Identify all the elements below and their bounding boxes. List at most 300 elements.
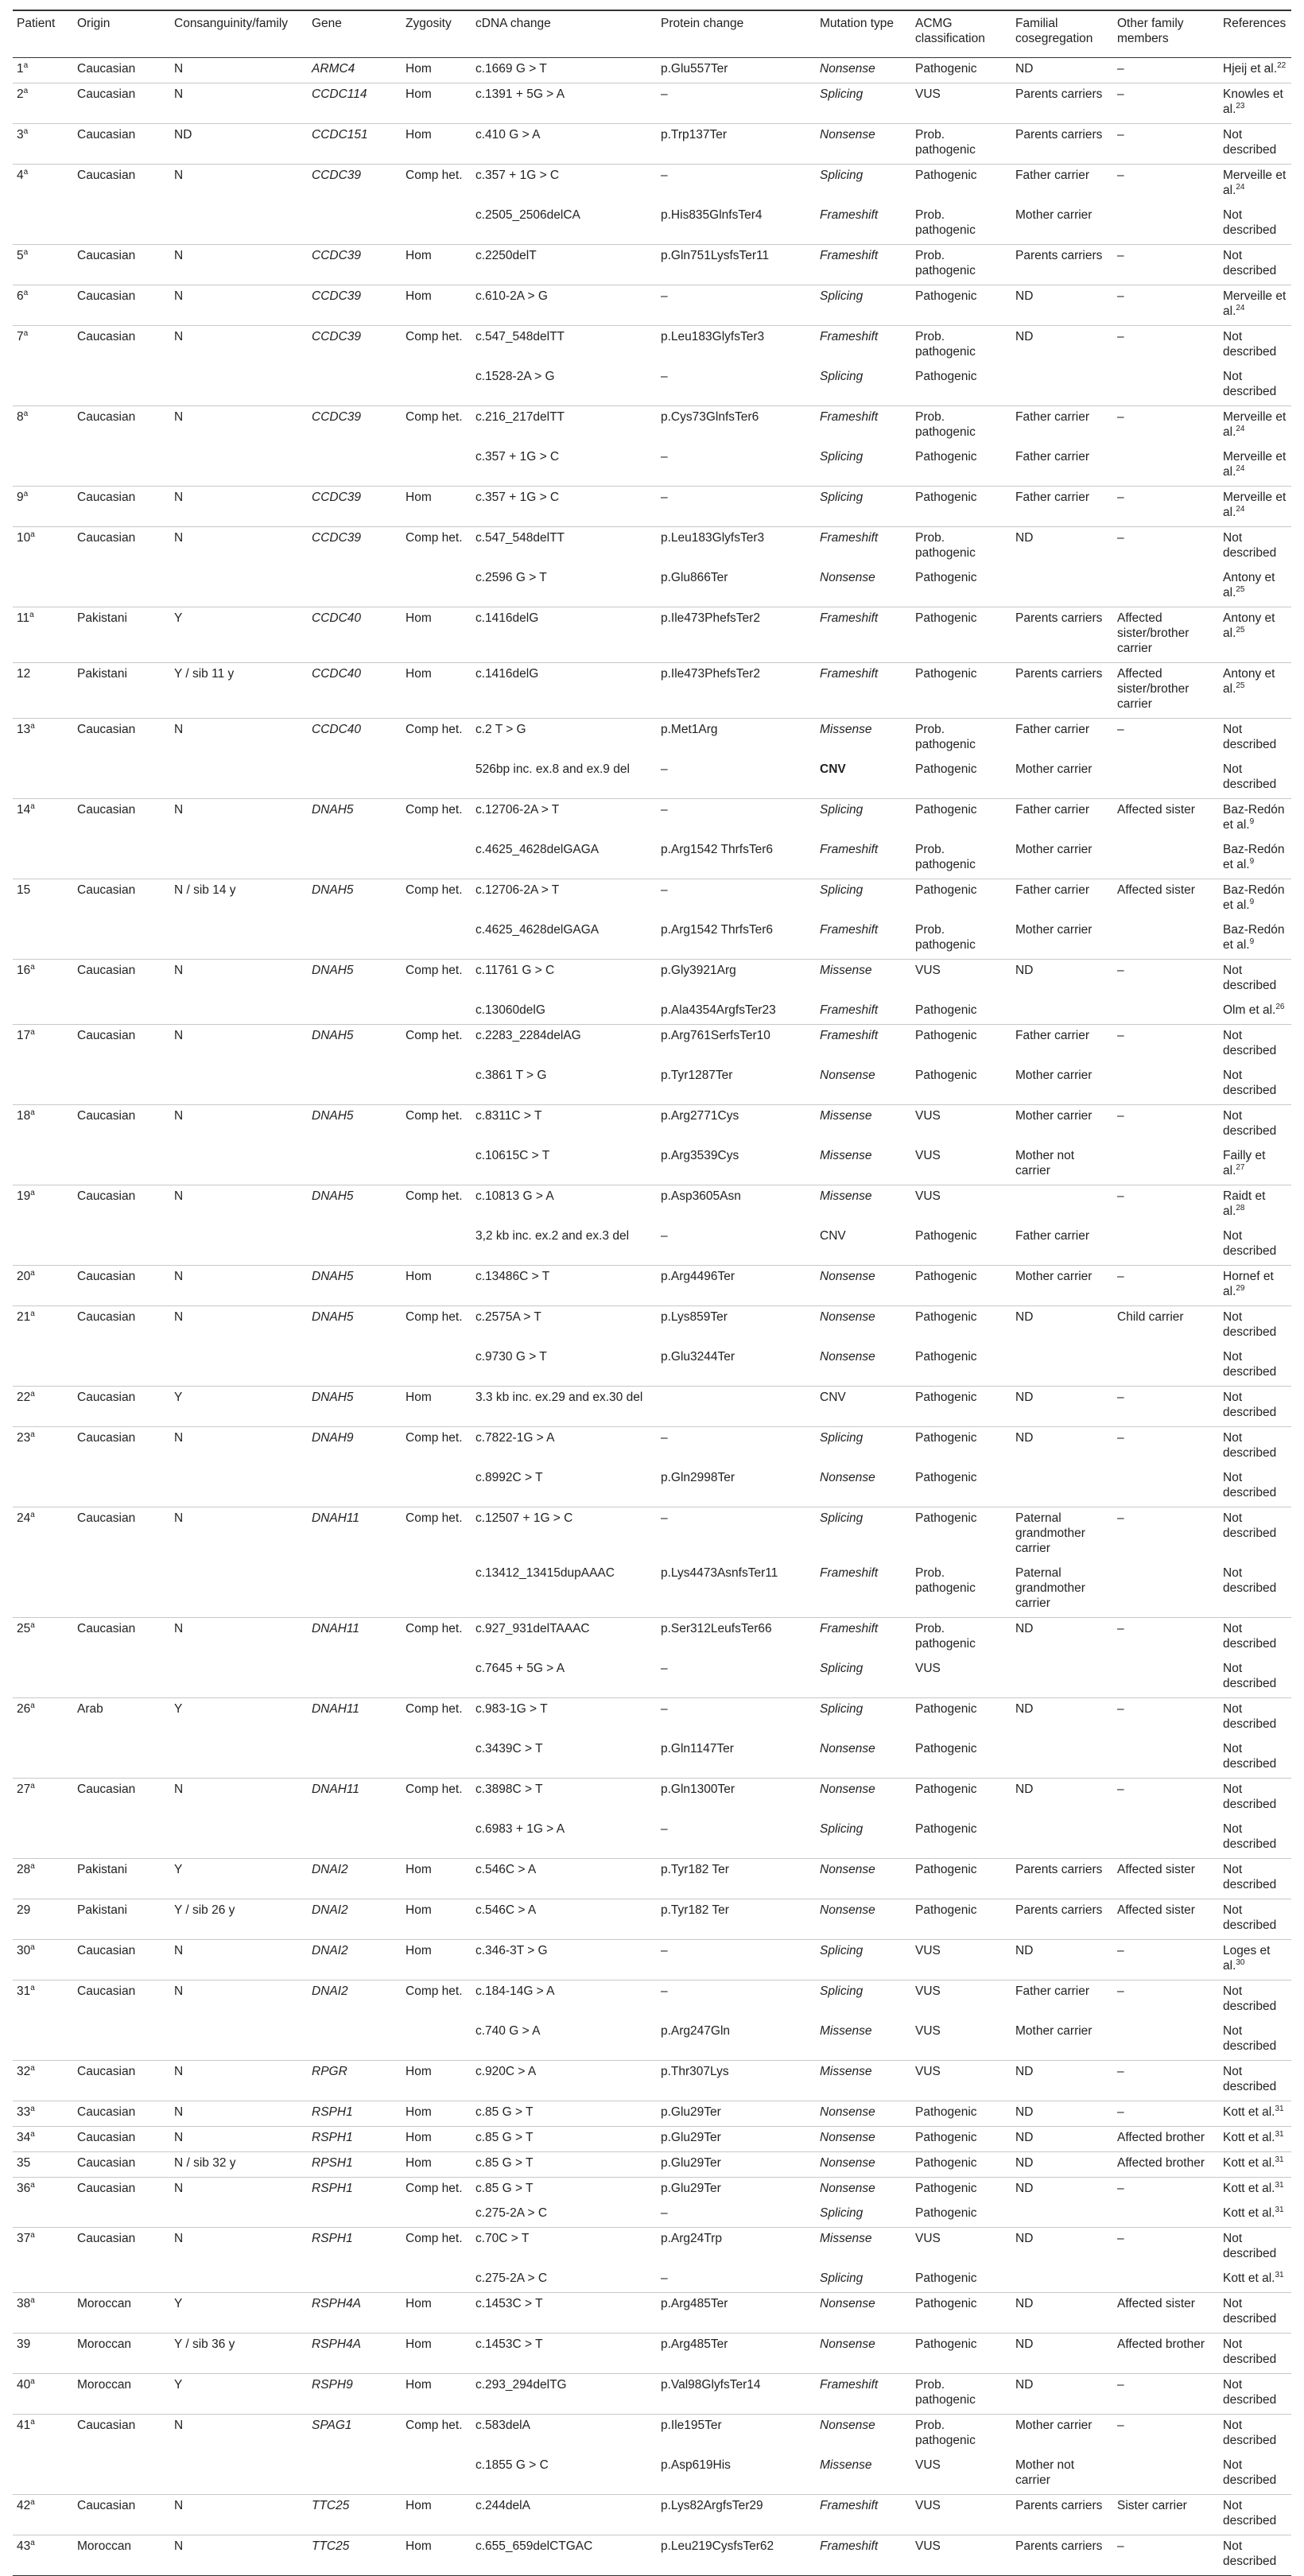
cell-other-family-text: – — [1117, 1944, 1124, 1957]
cell-mutation-type — [816, 839, 911, 879]
cell-consanguinity — [170, 1185, 308, 1226]
cell-consanguinity — [170, 1065, 308, 1105]
cell-acmg-text: Pathogenic — [915, 883, 977, 897]
cell-consanguinity-text: Y / sib 11 y — [174, 667, 235, 681]
cell-mutation-type — [816, 245, 911, 285]
cell-protein — [657, 1025, 816, 1065]
cell-other-family-text: – — [1117, 1189, 1124, 1203]
cell-gene — [308, 2228, 402, 2268]
cell-origin-text: Caucasian — [77, 62, 136, 76]
header-cosegregation: Familial cosegregation — [1011, 10, 1113, 58]
cell-cosegregation-text: ND — [1015, 2337, 1034, 2351]
cell-patient — [13, 879, 73, 920]
cell-acmg — [911, 245, 1011, 285]
cell-patient — [13, 607, 73, 663]
cell-zygosity-text: Hom — [406, 1863, 432, 1876]
cell-reference-sup: 9 — [1249, 856, 1255, 866]
cell-gene-text: CCDC39 — [312, 491, 362, 504]
cell-mutation-type-text: Splicing — [820, 1431, 864, 1445]
cell-mutation-type — [816, 285, 911, 326]
cell-origin — [73, 58, 170, 83]
cell-patient-text: 31 — [17, 1984, 31, 1998]
cell-gene — [308, 204, 402, 245]
cell-patient — [13, 1145, 73, 1185]
cell-mutation-type — [816, 1427, 911, 1468]
cell-consanguinity — [170, 2152, 308, 2178]
cell-patient — [13, 2101, 73, 2127]
cell-gene — [308, 1427, 402, 1468]
cell-cosegregation-text: Paternal grandmother carrier — [1015, 1566, 1085, 1610]
cell-patient-text: 24 — [17, 1511, 31, 1525]
cell-acmg — [911, 2268, 1011, 2293]
table-row — [13, 1859, 1291, 1899]
cell-reference — [1219, 1507, 1291, 1563]
table-row — [13, 960, 1291, 1000]
cell-patient — [13, 1225, 73, 1266]
cell-mutation-type — [816, 2127, 911, 2152]
cell-zygosity-text: Comp het. — [406, 1109, 463, 1123]
cell-consanguinity-text: N — [174, 1431, 184, 1445]
cell-mutation-type — [816, 1562, 911, 1618]
cell-consanguinity — [170, 879, 308, 920]
cell-cosegregation-text: Parents carriers — [1015, 87, 1103, 101]
cell-protein-text: p.Thr307Lys — [661, 2065, 729, 2078]
cell-mutation-type-text: Nonsense — [820, 1863, 875, 1876]
cell-acmg-text: Pathogenic — [915, 2105, 977, 2119]
cell-consanguinity — [170, 1738, 308, 1779]
cell-reference-text: Not described — [1223, 1622, 1277, 1651]
cell-patient — [13, 2127, 73, 2152]
cell-protein — [657, 839, 816, 879]
cell-cdna — [472, 919, 657, 960]
cell-acmg-text: VUS — [915, 1944, 941, 1957]
cell-protein-text: – — [661, 169, 668, 182]
table-row — [13, 1427, 1291, 1468]
cell-acmg-text: Pathogenic — [915, 571, 977, 584]
cell-mutation-type-text: Nonsense — [820, 2105, 875, 2119]
cell-patient-text: 29 — [17, 1903, 31, 1917]
cell-gene-text: RSPH1 — [312, 2182, 353, 2195]
cell-gene-text: DNAI2 — [312, 1903, 348, 1917]
cell-protein — [657, 1346, 816, 1387]
cell-origin — [73, 1899, 170, 1940]
cell-gene — [308, 1940, 402, 1980]
cell-other-family — [1113, 2415, 1219, 2455]
table-row — [13, 999, 1291, 1025]
cell-mutation-type — [816, 1145, 911, 1185]
cell-patient-sup: a — [30, 721, 35, 731]
cell-zygosity-text: Comp het. — [406, 1310, 463, 1324]
cell-protein-text: p.Gln1300Ter — [661, 1783, 735, 1796]
cell-reference-text: Kott et al. — [1223, 2156, 1275, 2170]
cell-origin-text: Moroccan — [77, 2378, 132, 2392]
cell-protein — [657, 1306, 816, 1347]
cell-patient — [13, 1818, 73, 1859]
cell-consanguinity-text: N — [174, 169, 184, 182]
cell-mutation-type-text: CNV — [820, 762, 846, 776]
cell-protein — [657, 2020, 816, 2061]
cell-acmg-text: Pathogenic — [915, 1863, 977, 1876]
cell-cdna-text: 3.3 kb inc. ex.29 and ex.30 del — [475, 1391, 643, 1404]
cell-gene — [308, 1507, 402, 1563]
cell-reference — [1219, 2061, 1291, 2101]
cell-consanguinity — [170, 245, 308, 285]
cell-gene-text: CCDC40 — [312, 723, 362, 736]
cell-reference-text: Not described — [1223, 762, 1277, 791]
cell-acmg-text: Prob. pathogenic — [915, 249, 976, 277]
cell-consanguinity — [170, 2293, 308, 2334]
cell-zygosity — [402, 1658, 472, 1698]
cell-cosegregation-text: Parents carriers — [1015, 128, 1103, 142]
cell-protein-text: – — [661, 2271, 668, 2285]
cell-patient-text: 27 — [17, 1783, 31, 1796]
cell-patient-sup: a — [30, 1188, 35, 1197]
cell-origin — [73, 2415, 170, 2455]
cell-reference-text: Not described — [1223, 2378, 1277, 2407]
header-zygosity: Zygosity — [402, 10, 472, 58]
cell-protein-text: p.Leu183GlyfsTer3 — [661, 531, 765, 545]
cell-consanguinity-text: N / sib 14 y — [174, 883, 236, 897]
cell-cosegregation-text: ND — [1015, 2105, 1034, 2119]
cell-gene — [308, 124, 402, 165]
table-row — [13, 124, 1291, 165]
table-row — [13, 1980, 1291, 2021]
cell-cdna — [472, 1387, 657, 1427]
cell-protein-text: p.Arg1542 ThrfsTer6 — [661, 843, 774, 856]
cell-cdna-text: c.12706-2A > T — [475, 803, 560, 817]
cell-cosegregation — [1011, 1185, 1113, 1226]
cell-cdna — [472, 1562, 657, 1618]
cell-protein — [657, 1562, 816, 1618]
cell-zygosity — [402, 2101, 472, 2127]
cell-reference-sup: 31 — [1275, 2205, 1284, 2214]
cell-gene-text: CCDC40 — [312, 667, 362, 681]
cell-reference-text: Not described — [1223, 1069, 1277, 1097]
cell-acmg — [911, 1779, 1011, 1819]
cell-cosegregation-text: ND — [1015, 1622, 1034, 1635]
cell-cdna-text: c.1528-2A > G — [475, 370, 555, 383]
cell-zygosity-text: Hom — [406, 491, 432, 504]
cell-patient-sup: a — [30, 1389, 35, 1399]
table-row — [13, 1145, 1291, 1185]
cell-other-family — [1113, 83, 1219, 124]
cell-patient-sup: a — [30, 2180, 35, 2190]
cell-reference — [1219, 1105, 1291, 1146]
cell-protein — [657, 2293, 816, 2334]
cell-protein-text: – — [661, 1702, 668, 1716]
cell-origin-text: Caucasian — [77, 2499, 136, 2512]
cell-gene-text: DNAH5 — [312, 1310, 354, 1324]
cell-mutation-type — [816, 1859, 911, 1899]
cell-gene-text: CCDC151 — [312, 128, 368, 142]
cell-cdna-text: c.357 + 1G > C — [475, 169, 560, 182]
cell-acmg — [911, 1658, 1011, 1698]
cell-other-family — [1113, 2127, 1219, 2152]
cell-origin — [73, 758, 170, 799]
cell-other-family-text: Affected brother — [1117, 2337, 1205, 2351]
cell-protein — [657, 1467, 816, 1507]
cell-acmg-text: Pathogenic — [915, 762, 977, 776]
cell-protein — [657, 285, 816, 326]
cell-gene — [308, 165, 402, 205]
cell-protein — [657, 879, 816, 920]
table-row — [13, 1467, 1291, 1507]
cell-zygosity-text: Hom — [406, 249, 432, 262]
header-origin: Origin — [73, 10, 170, 58]
cell-origin-text: Moroccan — [77, 2297, 132, 2310]
cell-acmg-text: VUS — [915, 1984, 941, 1998]
cell-gene — [308, 83, 402, 124]
cell-mutation-type-text: Nonsense — [820, 1069, 875, 1082]
cell-reference — [1219, 285, 1291, 326]
cell-consanguinity-text: N — [174, 1944, 184, 1957]
cell-other-family — [1113, 1738, 1219, 1779]
cell-reference-sup: 25 — [1236, 681, 1245, 690]
cell-zygosity-text: Comp het. — [406, 1984, 463, 1998]
cell-patient — [13, 758, 73, 799]
cell-cdna — [472, 1618, 657, 1658]
cell-patient-text: 19 — [17, 1189, 31, 1203]
cell-consanguinity — [170, 83, 308, 124]
cell-cdna — [472, 245, 657, 285]
cell-reference-text: Not described — [1223, 1431, 1277, 1460]
cell-cosegregation — [1011, 245, 1113, 285]
cell-origin-text: Caucasian — [77, 1109, 136, 1123]
cell-cosegregation-text: Mother carrier — [1015, 1109, 1092, 1123]
cell-other-family — [1113, 663, 1219, 719]
cell-zygosity-text: Hom — [406, 2105, 432, 2119]
table-row — [13, 879, 1291, 920]
table-row — [13, 1225, 1291, 1266]
cell-reference-text: Not described — [1223, 1391, 1277, 1419]
cell-gene-text: DNAH11 — [312, 1783, 360, 1796]
cell-origin-text: Pakistani — [77, 1903, 127, 1917]
cell-other-family — [1113, 2101, 1219, 2127]
cell-mutation-type-text: CNV — [820, 1391, 846, 1404]
cell-protein-text: – — [661, 450, 668, 464]
cell-other-family — [1113, 719, 1219, 759]
cell-origin — [73, 2334, 170, 2374]
cell-patient — [13, 2152, 73, 2178]
cell-zygosity — [402, 1899, 472, 1940]
cell-patient — [13, 1306, 73, 1347]
cell-cosegregation-text: ND — [1015, 531, 1034, 545]
cell-origin — [73, 663, 170, 719]
cell-patient-text: 4 — [17, 169, 24, 182]
cell-zygosity — [402, 567, 472, 607]
cell-protein-text: p.Val98GlyfsTer14 — [661, 2378, 761, 2392]
cell-protein-text: p.Met1Arg — [661, 723, 718, 736]
cell-patient — [13, 204, 73, 245]
cell-acmg-text: VUS — [915, 2458, 941, 2472]
cell-other-family-text: Affected sister — [1117, 2297, 1195, 2310]
cell-acmg — [911, 2334, 1011, 2374]
cell-gene-text: DNAH11 — [312, 1702, 360, 1716]
cell-acmg-text: Pathogenic — [915, 491, 977, 504]
cell-reference — [1219, 446, 1291, 487]
cell-acmg-text: Pathogenic — [915, 1391, 977, 1404]
cell-zygosity-text: Comp het. — [406, 1702, 463, 1716]
cell-patient — [13, 1940, 73, 1980]
cell-gene-text: RPSH1 — [312, 2156, 353, 2170]
cell-consanguinity — [170, 2020, 308, 2061]
cell-cosegregation — [1011, 879, 1113, 920]
cell-cdna-text: c.2 T > G — [475, 723, 526, 736]
cell-acmg — [911, 2061, 1011, 2101]
cell-zygosity — [402, 1779, 472, 1819]
cell-origin — [73, 1266, 170, 1306]
table-row — [13, 366, 1291, 406]
cell-cosegregation-text: Mother carrier — [1015, 2024, 1092, 2038]
cell-patient — [13, 2228, 73, 2268]
cell-other-family-text: – — [1117, 1029, 1124, 1042]
cell-patient-text: 40 — [17, 2378, 31, 2392]
cell-protein — [657, 1738, 816, 1779]
cell-mutation-type-text: Nonsense — [820, 128, 875, 142]
cell-patient — [13, 406, 73, 447]
cell-zygosity-text: Hom — [406, 128, 432, 142]
cell-zygosity — [402, 446, 472, 487]
cell-gene — [308, 1779, 402, 1819]
header-protein: Protein change — [657, 10, 816, 58]
cell-consanguinity-text: N — [174, 410, 184, 424]
cell-cosegregation — [1011, 124, 1113, 165]
table-row — [13, 1818, 1291, 1859]
cell-patient — [13, 1507, 73, 1563]
header-row — [13, 10, 1291, 58]
cell-cdna-text: c.1669 G > T — [475, 62, 547, 76]
cell-protein-text: p.Arg2771Cys — [661, 1109, 739, 1123]
cell-patient — [13, 2374, 73, 2415]
cell-cdna — [472, 2202, 657, 2228]
cell-cdna — [472, 1980, 657, 2021]
cell-cosegregation — [1011, 2415, 1113, 2455]
cell-cdna-text: c.2575A > T — [475, 1310, 541, 1324]
cell-protein-text: – — [661, 1511, 668, 1525]
cell-zygosity — [402, 245, 472, 285]
cell-mutation-type — [816, 165, 911, 205]
cell-mutation-type-text: Splicing — [820, 803, 864, 817]
cell-protein-text: p.Lys859Ter — [661, 1310, 728, 1324]
cell-reference — [1219, 2374, 1291, 2415]
cell-consanguinity — [170, 839, 308, 879]
cell-acmg — [911, 1105, 1011, 1146]
cell-cosegregation — [1011, 2061, 1113, 2101]
cell-origin — [73, 999, 170, 1025]
cell-gene-text: DNAH5 — [312, 964, 354, 977]
cell-other-family-text: Child carrier — [1117, 1310, 1184, 1324]
cell-origin — [73, 1387, 170, 1427]
cell-acmg-text: Pathogenic — [915, 667, 977, 681]
cell-cosegregation — [1011, 2101, 1113, 2127]
cell-cdna — [472, 326, 657, 367]
cell-reference — [1219, 245, 1291, 285]
cell-consanguinity-text: N — [174, 964, 184, 977]
cell-acmg — [911, 1025, 1011, 1065]
cell-cosegregation — [1011, 2454, 1113, 2495]
cell-zygosity-text: Comp het. — [406, 803, 463, 817]
cell-cosegregation-text: Parents carriers — [1015, 1903, 1103, 1917]
cell-protein-text: – — [661, 803, 668, 817]
cell-patient-text: 25 — [17, 1622, 31, 1635]
cell-mutation-type-text: Splicing — [820, 87, 864, 101]
cell-gene — [308, 2202, 402, 2228]
cell-other-family — [1113, 366, 1219, 406]
cell-patient-sup: a — [30, 1268, 35, 1278]
cell-zygosity — [402, 1065, 472, 1105]
cell-cdna — [472, 879, 657, 920]
cell-mutation-type — [816, 2293, 911, 2334]
cell-patient-sup: a — [30, 2104, 35, 2113]
cell-cosegregation-text: Parents carriers — [1015, 2499, 1103, 2512]
cell-gene — [308, 1065, 402, 1105]
cell-reference — [1219, 1658, 1291, 1698]
cell-reference-text: Not described — [1223, 330, 1277, 359]
cell-gene — [308, 446, 402, 487]
cell-other-family-text: – — [1117, 2105, 1124, 2119]
cell-protein — [657, 446, 816, 487]
cell-cosegregation-text: Father carrier — [1015, 169, 1090, 182]
cell-gene — [308, 1738, 402, 1779]
cell-patient-text: 43 — [17, 2539, 31, 2553]
cell-origin — [73, 2020, 170, 2061]
cell-gene — [308, 1346, 402, 1387]
cell-patient — [13, 1658, 73, 1698]
cell-origin — [73, 1467, 170, 1507]
cell-protein-text: p.Arg4496Ter — [661, 1270, 735, 1283]
cell-acmg-text: Prob. pathogenic — [915, 2378, 976, 2407]
cell-origin-text: Caucasian — [77, 2156, 136, 2170]
cell-cdna-text: c.740 G > A — [475, 2024, 541, 2038]
cell-reference-text: Not described — [1223, 128, 1277, 157]
cell-acmg — [911, 326, 1011, 367]
cell-consanguinity-text: Y — [174, 611, 183, 625]
cell-zygosity-text: Comp het. — [406, 169, 463, 182]
cell-gene-text: ARMC4 — [312, 62, 355, 76]
cell-other-family-text: Affected sister/brother carrier — [1117, 667, 1190, 711]
cell-other-family — [1113, 124, 1219, 165]
cell-gene-text: RSPH1 — [312, 2105, 353, 2119]
cell-other-family — [1113, 2334, 1219, 2374]
cell-other-family — [1113, 2454, 1219, 2495]
cell-cosegregation-text: ND — [1015, 2065, 1034, 2078]
cell-cdna — [472, 124, 657, 165]
cell-acmg-text: Pathogenic — [915, 1702, 977, 1716]
cell-origin-text: Caucasian — [77, 1622, 136, 1635]
cell-zygosity — [402, 1562, 472, 1618]
cell-cdna — [472, 2101, 657, 2127]
cell-protein — [657, 1618, 816, 1658]
cell-gene — [308, 1266, 402, 1306]
cell-origin-text: Caucasian — [77, 169, 136, 182]
cell-protein — [657, 326, 816, 367]
cell-gene — [308, 1658, 402, 1698]
cell-reference-text: Merveille et al. — [1223, 450, 1287, 479]
cell-acmg — [911, 1818, 1011, 1859]
cell-acmg — [911, 799, 1011, 840]
cell-mutation-type-text: Nonsense — [820, 2297, 875, 2310]
cell-gene — [308, 999, 402, 1025]
cell-mutation-type — [816, 960, 911, 1000]
cell-other-family-text: – — [1117, 2065, 1124, 2078]
cell-cosegregation — [1011, 2127, 1113, 2152]
cell-protein — [657, 799, 816, 840]
cell-cosegregation-text: Parents carriers — [1015, 611, 1103, 625]
cell-cdna-text: c.546C > A — [475, 1903, 537, 1917]
cell-mutation-type — [816, 2495, 911, 2535]
cell-consanguinity-text: Y — [174, 2297, 183, 2310]
cell-consanguinity — [170, 1387, 308, 1427]
